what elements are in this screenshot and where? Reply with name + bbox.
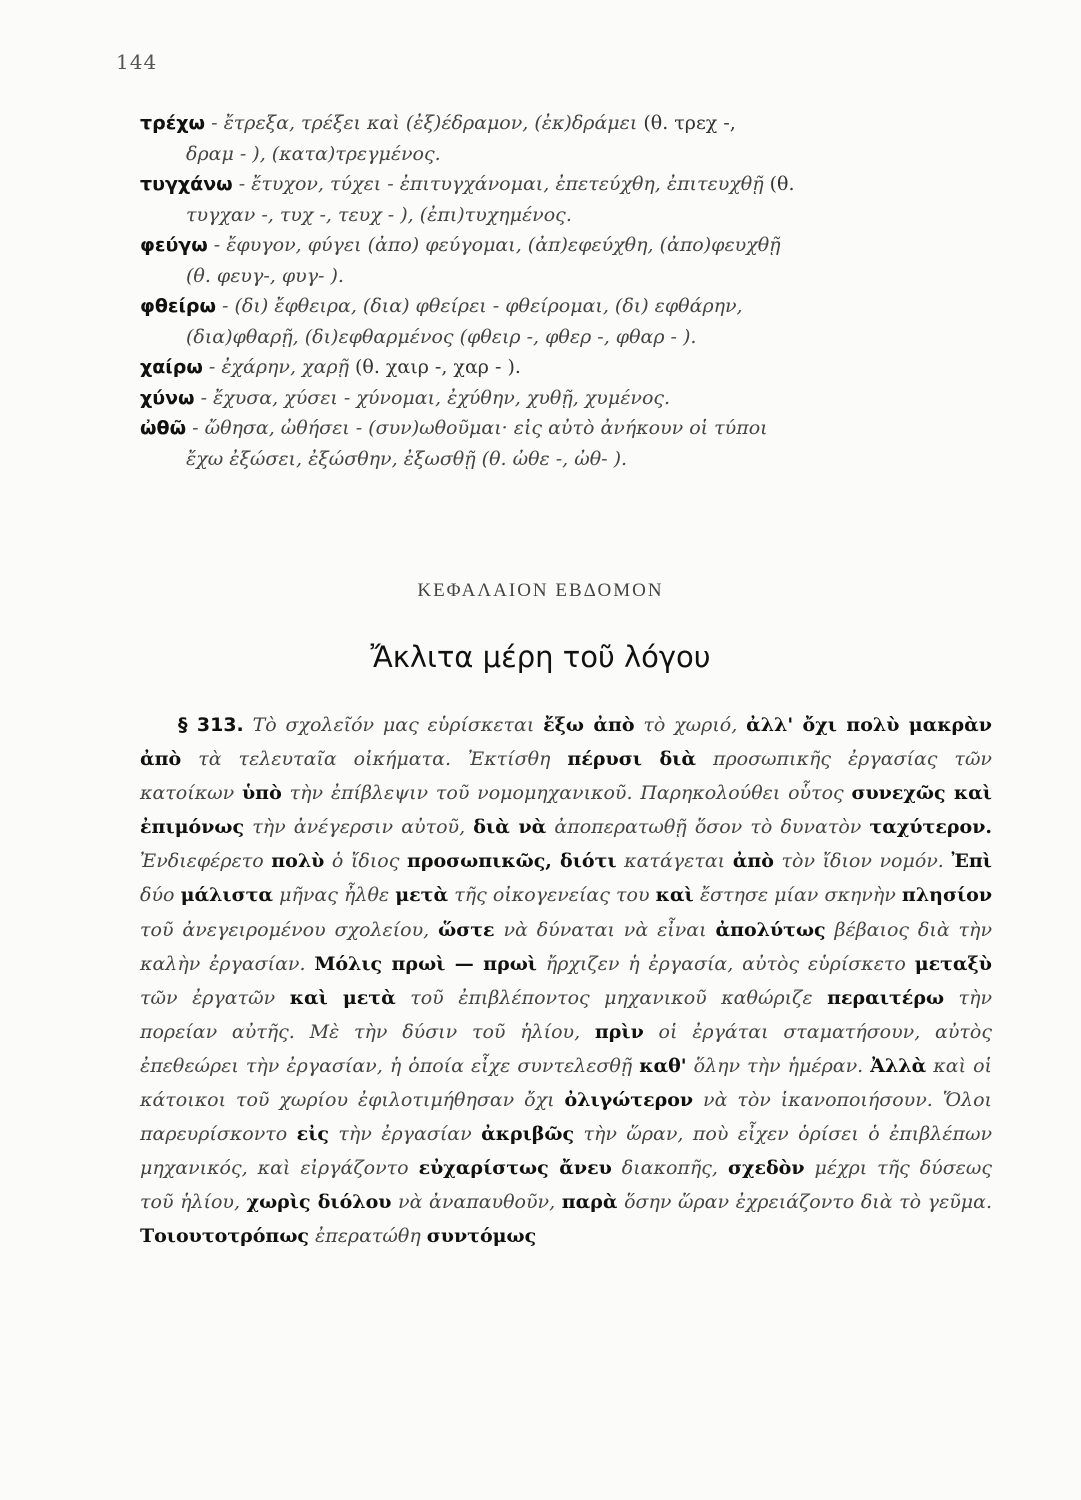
verb-forms-continued: (δια)φθαρῇ, (δι)εφθαρμένος (φθειρ -, φθερ -, φθαρ - ). bbox=[186, 325, 697, 348]
highlighted-word: ἀκριβῶς bbox=[481, 1123, 575, 1146]
page-number: 144 bbox=[116, 50, 158, 74]
text-run: τῆς οἰκογενείας του bbox=[448, 884, 656, 907]
highlighted-word: συντόμως bbox=[426, 1225, 537, 1248]
text-run: κατάγεται bbox=[616, 850, 733, 873]
highlighted-word: ὀλιγώτερον bbox=[564, 1089, 694, 1112]
verb-forms: - ἔφυγον, φύγει (ἀπο) φεύγομαι, (ἀπ)εφεύχθη, (ἀπο)φευχθῇ bbox=[207, 234, 781, 256]
text-run: ἤρχιζεν ἡ ἐργασία, αὐτὸς εὑρίσκετο bbox=[537, 952, 915, 975]
text-run: ὅλην τὴν ἡμέραν. bbox=[686, 1054, 871, 1077]
text-run: τοῦ ἐπιβλέποντος μηχανικοῦ καθώριζε bbox=[395, 986, 828, 1009]
text-run: τὸν ἴδιον νομόν. bbox=[773, 850, 952, 873]
text-run: ἀποπερατωθῇ ὅσον τὸ δυνατὸν bbox=[546, 816, 870, 839]
highlighted-word: χωρὶς διόλου bbox=[246, 1191, 392, 1214]
verb-stems: (θ. χαιρ -, χαρ - ). bbox=[348, 356, 521, 378]
highlighted-word: εἰς bbox=[296, 1123, 329, 1146]
headword: ὠθῶ bbox=[140, 417, 187, 439]
text-run: ὅσην ὥραν ἐχρειάζοντο διὰ τὸ γεῦμα. bbox=[617, 1191, 992, 1214]
verb-forms: - ἐχάρην, χαρῇ bbox=[202, 356, 349, 378]
verb-entry bbox=[140, 108, 1000, 169]
headword: χύνω bbox=[140, 386, 195, 409]
chapter-title: Ἄκλιτα μέρη τοῦ λόγου bbox=[370, 640, 711, 674]
text-run: ἔστησε μίαν σκηνὴν bbox=[693, 884, 902, 907]
text-run: ὁ ἴδιος bbox=[324, 850, 407, 873]
highlighted-word: πολὺ bbox=[271, 850, 325, 873]
text-run: νὰ δύναται νὰ εἶναι bbox=[494, 918, 716, 941]
text-run: οἱ ἐργάται σταματήσουν, αὐτὸς ἐπεθεώρει τὴν ἐργασίαν, ἡ ὁποία εἶχε συντελεσθῇ bbox=[140, 1020, 992, 1077]
verb-entry bbox=[140, 230, 1000, 291]
verb-forms: - ἔτρεξα, τρέξει καὶ (ἐξ)έδραμον, (ἐκ)δράμει bbox=[205, 112, 638, 134]
verb-forms-continued: τυγχαν -, τυχ -, τευχ - ), (ἐπι)τυχημένος. bbox=[186, 203, 572, 226]
paragraph-text bbox=[140, 714, 992, 1247]
highlighted-word: ἀλλ' ὄχι πολὺ μακρὰν ἀπὸ bbox=[140, 714, 992, 771]
highlighted-word: σχεδὸν bbox=[727, 1157, 805, 1180]
headword: φεύγω bbox=[140, 234, 208, 256]
verb-entry bbox=[140, 169, 1000, 230]
highlighted-word: συνεχῶς καὶ ἐπιμόνως bbox=[140, 782, 992, 839]
text-run: βέβαιος διὰ τὴν καλὴν ἐργασίαν. bbox=[140, 918, 992, 975]
text-run: νὰ τὸν ἱκανοποιήσουν. Ὅλοι παρευρίσκοντο bbox=[140, 1089, 992, 1146]
text-run: τὴν ἀνέγερσιν αὐτοῦ, bbox=[244, 816, 474, 839]
text-run: δύο bbox=[140, 884, 181, 907]
highlighted-word: ἔξω ἀπὸ bbox=[543, 714, 635, 736]
text-run: τοῦ ἀνεγειρομένου σχολείου, bbox=[140, 918, 439, 941]
verb-forms: - ἔτυχον, τύχει - ἐπιτυγχάνομαι, ἐπετεύχθη, ἐπιτευχθῇ bbox=[232, 173, 764, 195]
text-run: νὰ ἀναπαυθοῦν, bbox=[391, 1191, 562, 1214]
highlighted-word: πέρυσι διὰ bbox=[567, 748, 696, 771]
text-run: τὴν ἐργασίαν bbox=[328, 1123, 482, 1146]
highlighted-word: καθ' bbox=[639, 1054, 687, 1077]
headword: τυγχάνω bbox=[140, 173, 233, 195]
highlighted-word: πλησίον bbox=[901, 884, 993, 907]
text-run: μέχρι τῆς δύσεως τοῦ ἡλίου, bbox=[140, 1157, 992, 1214]
verb-forms: - ἔχυσα, χύσει - χύνομαι, ἐχύθην, χυθῇ, χυμένος. bbox=[194, 386, 671, 409]
verb-forms: - ὤθησα, ὠθήσει - (συν)ωθοῦμαι· εἰς αὐτὸ ἀνήκουν οἱ τύποι bbox=[186, 417, 768, 439]
chapter-label: ΚΕΦΑΛΑΙΟΝ ΕΒΔΟΜΟΝ bbox=[417, 580, 664, 601]
verb-entry bbox=[140, 352, 1000, 383]
verb-forms-continued: (θ. φευγ-, φυγ- ). bbox=[186, 264, 344, 287]
highlighted-word: Ἐπὶ bbox=[951, 850, 992, 873]
text-run: διακοπῆς, bbox=[611, 1157, 728, 1180]
section-number: § 313. bbox=[178, 714, 244, 736]
text-run: προσωπικῆς ἐργασίας τῶν κατοίκων bbox=[140, 748, 992, 805]
highlighted-word: ὑπὸ bbox=[242, 782, 282, 805]
highlighted-word: Τοιουτοτρόπως bbox=[140, 1225, 309, 1248]
highlighted-word: διὰ νὰ bbox=[473, 816, 547, 839]
text-run: τὰ τελευταῖα οἰκήματα. Ἐκτίσθη bbox=[181, 748, 568, 771]
text-run: τὸ χωριό, bbox=[634, 714, 747, 736]
text-run: τὴν ὥραν, ποὺ εἶχεν ὁρίσει ὁ ἐπιβλέπων μηχανικός, καὶ εἰργάζοντο bbox=[140, 1123, 993, 1180]
verb-entry bbox=[140, 291, 1000, 352]
highlighted-word: παρὰ bbox=[561, 1191, 618, 1214]
verb-entry bbox=[140, 413, 1000, 474]
highlighted-word: μετὰ bbox=[395, 884, 449, 907]
verb-stems: (θ. bbox=[763, 173, 795, 195]
highlighted-word: ὥστε bbox=[438, 918, 495, 941]
verb-stems: (θ. τρεχ -, bbox=[637, 112, 736, 134]
text-run: τῶν ἐργατῶν bbox=[140, 986, 290, 1009]
highlighted-word: ἀπὸ bbox=[732, 850, 774, 873]
section-paragraph bbox=[140, 708, 992, 1254]
headword: χαίρω bbox=[140, 356, 203, 378]
highlighted-word: Ἀλλὰ bbox=[870, 1054, 927, 1077]
verb-forms-continued: ἔχω ἐξώσει, ἐξώσθην, ἐξωσθῇ (θ. ὠθε -, ὠθ- ). bbox=[186, 447, 628, 470]
highlighted-word: μεταξὺ bbox=[914, 952, 992, 975]
text-run: τὴν ἐπίβλεψιν τοῦ νομομηχανικοῦ. Παρηκολούθει οὗτος bbox=[281, 782, 852, 805]
verb-entries-list bbox=[140, 108, 1000, 474]
verb-entry bbox=[140, 383, 1000, 414]
highlighted-word: καὶ μετὰ bbox=[289, 986, 396, 1009]
verb-forms: - (δι) ἔφθειρα, (δια) φθείρει - φθείρομαι, (δι) εφθάρην, bbox=[216, 295, 743, 317]
text-run: Ἐνδιεφέρετο bbox=[140, 850, 272, 873]
highlighted-word: προσωπικῶς, διότι bbox=[406, 850, 617, 873]
highlighted-word: ἀπολύτως bbox=[715, 918, 826, 941]
text-run: Τὸ σχολεῖόν μας εὑρίσκεται bbox=[252, 714, 544, 736]
verb-forms-continued: δραμ - ), (κατα)τρεγμένος. bbox=[186, 142, 441, 165]
highlighted-word: καὶ bbox=[655, 884, 694, 907]
highlighted-word: πρὶν bbox=[594, 1020, 644, 1043]
highlighted-word: περαιτέρω bbox=[827, 986, 945, 1009]
headword: φθείρω bbox=[140, 295, 217, 317]
text-run: τὴν πορείαν αὐτῆς. Μὲ τὴν δύσιν τοῦ ἡλίου, bbox=[140, 986, 993, 1043]
headword: τρέχω bbox=[140, 112, 206, 134]
text-run: καὶ οἱ κάτοικοι τοῦ χωρίου ἐφιλοτιμήθησαν ὄχι bbox=[140, 1054, 992, 1112]
text-run: μῆνας ἦλθε bbox=[273, 884, 396, 907]
highlighted-word: μάλιστα bbox=[180, 884, 274, 907]
highlighted-word: Μόλις πρωὶ — πρωὶ bbox=[314, 952, 537, 975]
highlighted-word: ταχύτερον. bbox=[869, 816, 992, 839]
highlighted-word: εὐχαρίστως ἄνευ bbox=[418, 1157, 612, 1180]
text-run: ἐπερατώθη bbox=[308, 1225, 427, 1248]
